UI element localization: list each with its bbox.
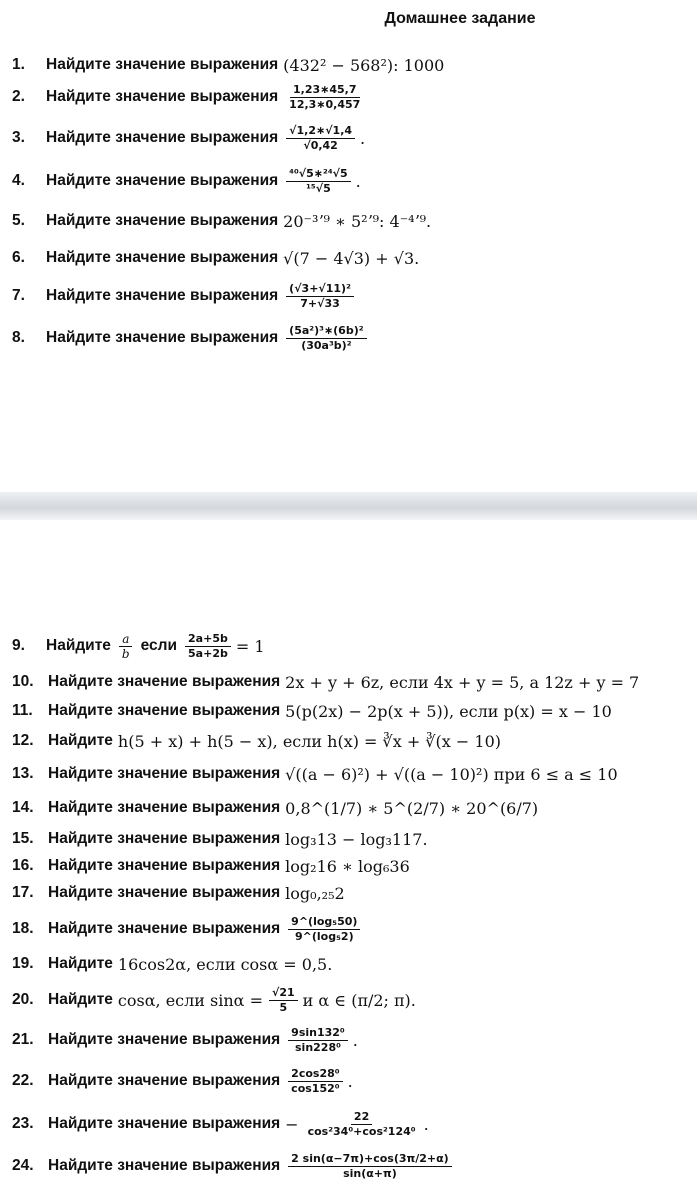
fraction-denominator: 12,3∗0,457: [289, 97, 361, 111]
problem-expression: 20⁻³ʼ⁹ ∗ 5²ʼ⁹: 4⁻⁴ʼ⁹.: [283, 211, 432, 231]
problem-expression: h(5 + x) + h(5 − x), если h(x) = ∛x + ∛(x − 10): [117, 731, 501, 751]
problem-number: 8.: [12, 329, 25, 346]
fraction-denominator: cos²34⁰+cos²124⁰: [307, 1124, 416, 1138]
problem-text: Найдите значение выражения: [46, 56, 279, 73]
fraction-denominator: 5: [279, 1000, 288, 1014]
problem-connector: если: [140, 637, 178, 654]
problem-17: [12, 877, 345, 909]
problem-expression-tail: = 1: [235, 636, 265, 656]
fraction: [288, 1026, 348, 1055]
fraction-numerator: (5a²)³∗(6b)²: [286, 324, 366, 339]
fraction-numerator: 1,23∗45,7: [290, 83, 360, 98]
page-bottom: [0, 520, 697, 1200]
problem-expression-tail: .: [347, 1071, 353, 1091]
page-separator: [0, 492, 697, 520]
problem-expression-tail: .: [360, 128, 366, 148]
problem-number: 15.: [12, 830, 34, 847]
fraction-numerator: √1,2∗√1,4: [286, 124, 355, 139]
problem-number: 13.: [12, 765, 34, 782]
problem-20: [12, 984, 416, 1016]
fraction: [185, 632, 231, 661]
problem-expression-head: −: [285, 1114, 299, 1134]
problem-10: [12, 666, 639, 698]
problem-text: Найдите значение выражения: [48, 1072, 281, 1089]
fraction-numerator: (√3+√11)²: [286, 282, 354, 297]
problem-expression-tail: .: [355, 171, 361, 191]
problem-3: [12, 122, 365, 154]
fraction: [269, 986, 298, 1015]
problem-8: [12, 322, 370, 354]
problem-number: 9.: [12, 637, 25, 654]
problem-expression: 16cos2α, если cosα = 0,5.: [117, 954, 333, 974]
problem-text: Найдите значение выражения: [48, 857, 281, 874]
fraction-denominator: 5a+2b: [188, 646, 228, 660]
problem-11: [12, 695, 612, 727]
fraction-numerator: 2cos28⁰: [288, 1067, 342, 1082]
fraction-denominator: sin(α+π): [343, 1166, 397, 1180]
fraction-denominator: cos152⁰: [291, 1081, 340, 1095]
problem-expression-head: cosα, если sinα =: [117, 990, 263, 1010]
problem-4: [12, 165, 361, 197]
problem-text: Найдите значение выражения: [46, 88, 279, 105]
problem-number: 4.: [12, 172, 25, 189]
problem-text: Найдите значение выражения: [46, 172, 279, 189]
problem-number: 12.: [12, 732, 34, 749]
problem-text: Найдите значение выражения: [48, 1157, 281, 1174]
problem-text: Найдите значение выражения: [46, 329, 279, 346]
problem-number: 19.: [12, 955, 34, 972]
fraction: [305, 1110, 419, 1139]
fraction-numerator: 2 sin(α−7π)+cos(3π/2+α): [288, 1152, 452, 1167]
problem-text: Найдите: [48, 955, 113, 972]
fraction-numerator: a: [119, 632, 132, 647]
problem-19: [12, 948, 332, 980]
problem-number: 18.: [12, 920, 34, 937]
problem-expression: 0,8^(1/7) ∗ 5^(2/7) ∗ 20^(6/7): [285, 798, 539, 818]
problem-text: Найдите: [46, 637, 111, 654]
problem-text: Найдите значение выражения: [48, 673, 281, 690]
problem-text: Найдите значение выражения: [48, 702, 281, 719]
problem-number: 20.: [12, 991, 34, 1008]
fraction: [119, 632, 133, 661]
problem-12: [12, 725, 501, 757]
problem-number: 11.: [12, 702, 33, 719]
problem-number: 24.: [12, 1157, 34, 1174]
problem-text: Найдите значение выражения: [46, 287, 279, 304]
problem-6: [12, 242, 419, 274]
problem-expression: log₂16 ∗ log₆36: [285, 856, 410, 876]
fraction: [286, 124, 355, 153]
problem-number: 23.: [12, 1115, 34, 1132]
problem-expression: √((a − 6)²) + √((a − 10)²) при 6 ≤ a ≤ 10: [285, 764, 618, 784]
problem-expression: (432² − 568²): 1000: [283, 55, 445, 75]
problem-2: [12, 81, 366, 113]
problem-number: 21.: [12, 1031, 34, 1048]
fraction-denominator: b: [121, 646, 130, 661]
problem-number: 1.: [12, 56, 25, 73]
problem-9: [12, 630, 265, 662]
problem-number: 10.: [12, 673, 34, 690]
problem-expression: √(7 − 4√3) + √3.: [283, 248, 420, 268]
problem-21: [12, 1024, 358, 1056]
fraction: [286, 282, 354, 311]
fraction-numerator: 9sin132⁰: [288, 1026, 348, 1041]
problem-13: [12, 758, 618, 790]
page-title: Домашнее задание: [384, 10, 536, 27]
problem-expression-tail: .: [423, 1114, 429, 1134]
fraction-numerator: 22: [351, 1110, 372, 1125]
problem-1: [12, 49, 444, 81]
problem-expression: log₃13 − log₃117.: [285, 829, 428, 849]
fraction: [286, 83, 363, 112]
problem-7: [12, 280, 357, 312]
problem-expression: 5(p(2x) − 2p(x + 5)), если p(x) = x − 10: [285, 701, 612, 721]
problem-expression-tail: и α ∈ (π/2; π).: [302, 990, 416, 1010]
problem-number: 17.: [12, 884, 34, 901]
fraction: [288, 1152, 452, 1181]
fraction-denominator: 7+√33: [300, 296, 340, 310]
fraction: [288, 915, 360, 944]
problem-text: Найдите значение выражения: [48, 1115, 281, 1132]
problem-text: Найдите значение выражения: [46, 129, 279, 146]
problem-number: 6.: [12, 249, 25, 266]
fraction-numerator: 9^(log₅50): [288, 915, 360, 930]
problem-expression: 2x + y + 6z, если 4x + y = 5, а 12z + y = 7: [285, 672, 640, 692]
page-top: [0, 0, 697, 492]
problem-number: 16.: [12, 857, 34, 874]
problem-18: [12, 913, 363, 945]
problem-text: Найдите значение выражения: [48, 884, 281, 901]
problem-5: [12, 205, 431, 237]
fraction-denominator: (30a³b)²: [301, 338, 352, 352]
problem-number: 22.: [12, 1072, 34, 1089]
fraction-denominator: ¹⁵√5: [306, 181, 331, 195]
problem-text: Найдите значение выражения: [48, 765, 281, 782]
problem-number: 2.: [12, 88, 25, 105]
problem-text: Найдите значение выражения: [46, 212, 279, 229]
fraction-denominator: √0,42: [303, 138, 338, 152]
problem-number: 5.: [12, 212, 25, 229]
problem-expression-tail: .: [352, 1030, 358, 1050]
fraction: [286, 167, 350, 196]
problem-23: [12, 1108, 429, 1140]
fraction: [286, 324, 366, 353]
problem-text: Найдите значение выражения: [48, 1031, 281, 1048]
fraction-numerator: √21: [269, 986, 298, 1001]
problem-text: Найдите: [48, 732, 113, 749]
problem-text: Найдите значение выражения: [48, 799, 281, 816]
fraction-denominator: sin228⁰: [295, 1040, 341, 1054]
fraction-numerator: ⁴⁰√5∗²⁴√5: [286, 167, 350, 182]
problem-expression: log₀,₂₅2: [285, 883, 345, 903]
fraction-denominator: 9^(log₅2): [295, 929, 354, 943]
problem-24: [12, 1150, 455, 1182]
problem-number: 3.: [12, 129, 25, 146]
fraction: [288, 1067, 342, 1096]
problem-14: [12, 792, 538, 824]
problem-number: 14.: [12, 799, 34, 816]
problem-text: Найдите значение выражения: [48, 830, 281, 847]
fraction-numerator: 2a+5b: [185, 632, 231, 647]
problem-text: Найдите: [48, 991, 113, 1008]
problem-text: Найдите значение выражения: [46, 249, 279, 266]
problem-number: 7.: [12, 287, 25, 304]
problem-22: [12, 1065, 353, 1097]
problem-text: Найдите значение выражения: [48, 920, 281, 937]
